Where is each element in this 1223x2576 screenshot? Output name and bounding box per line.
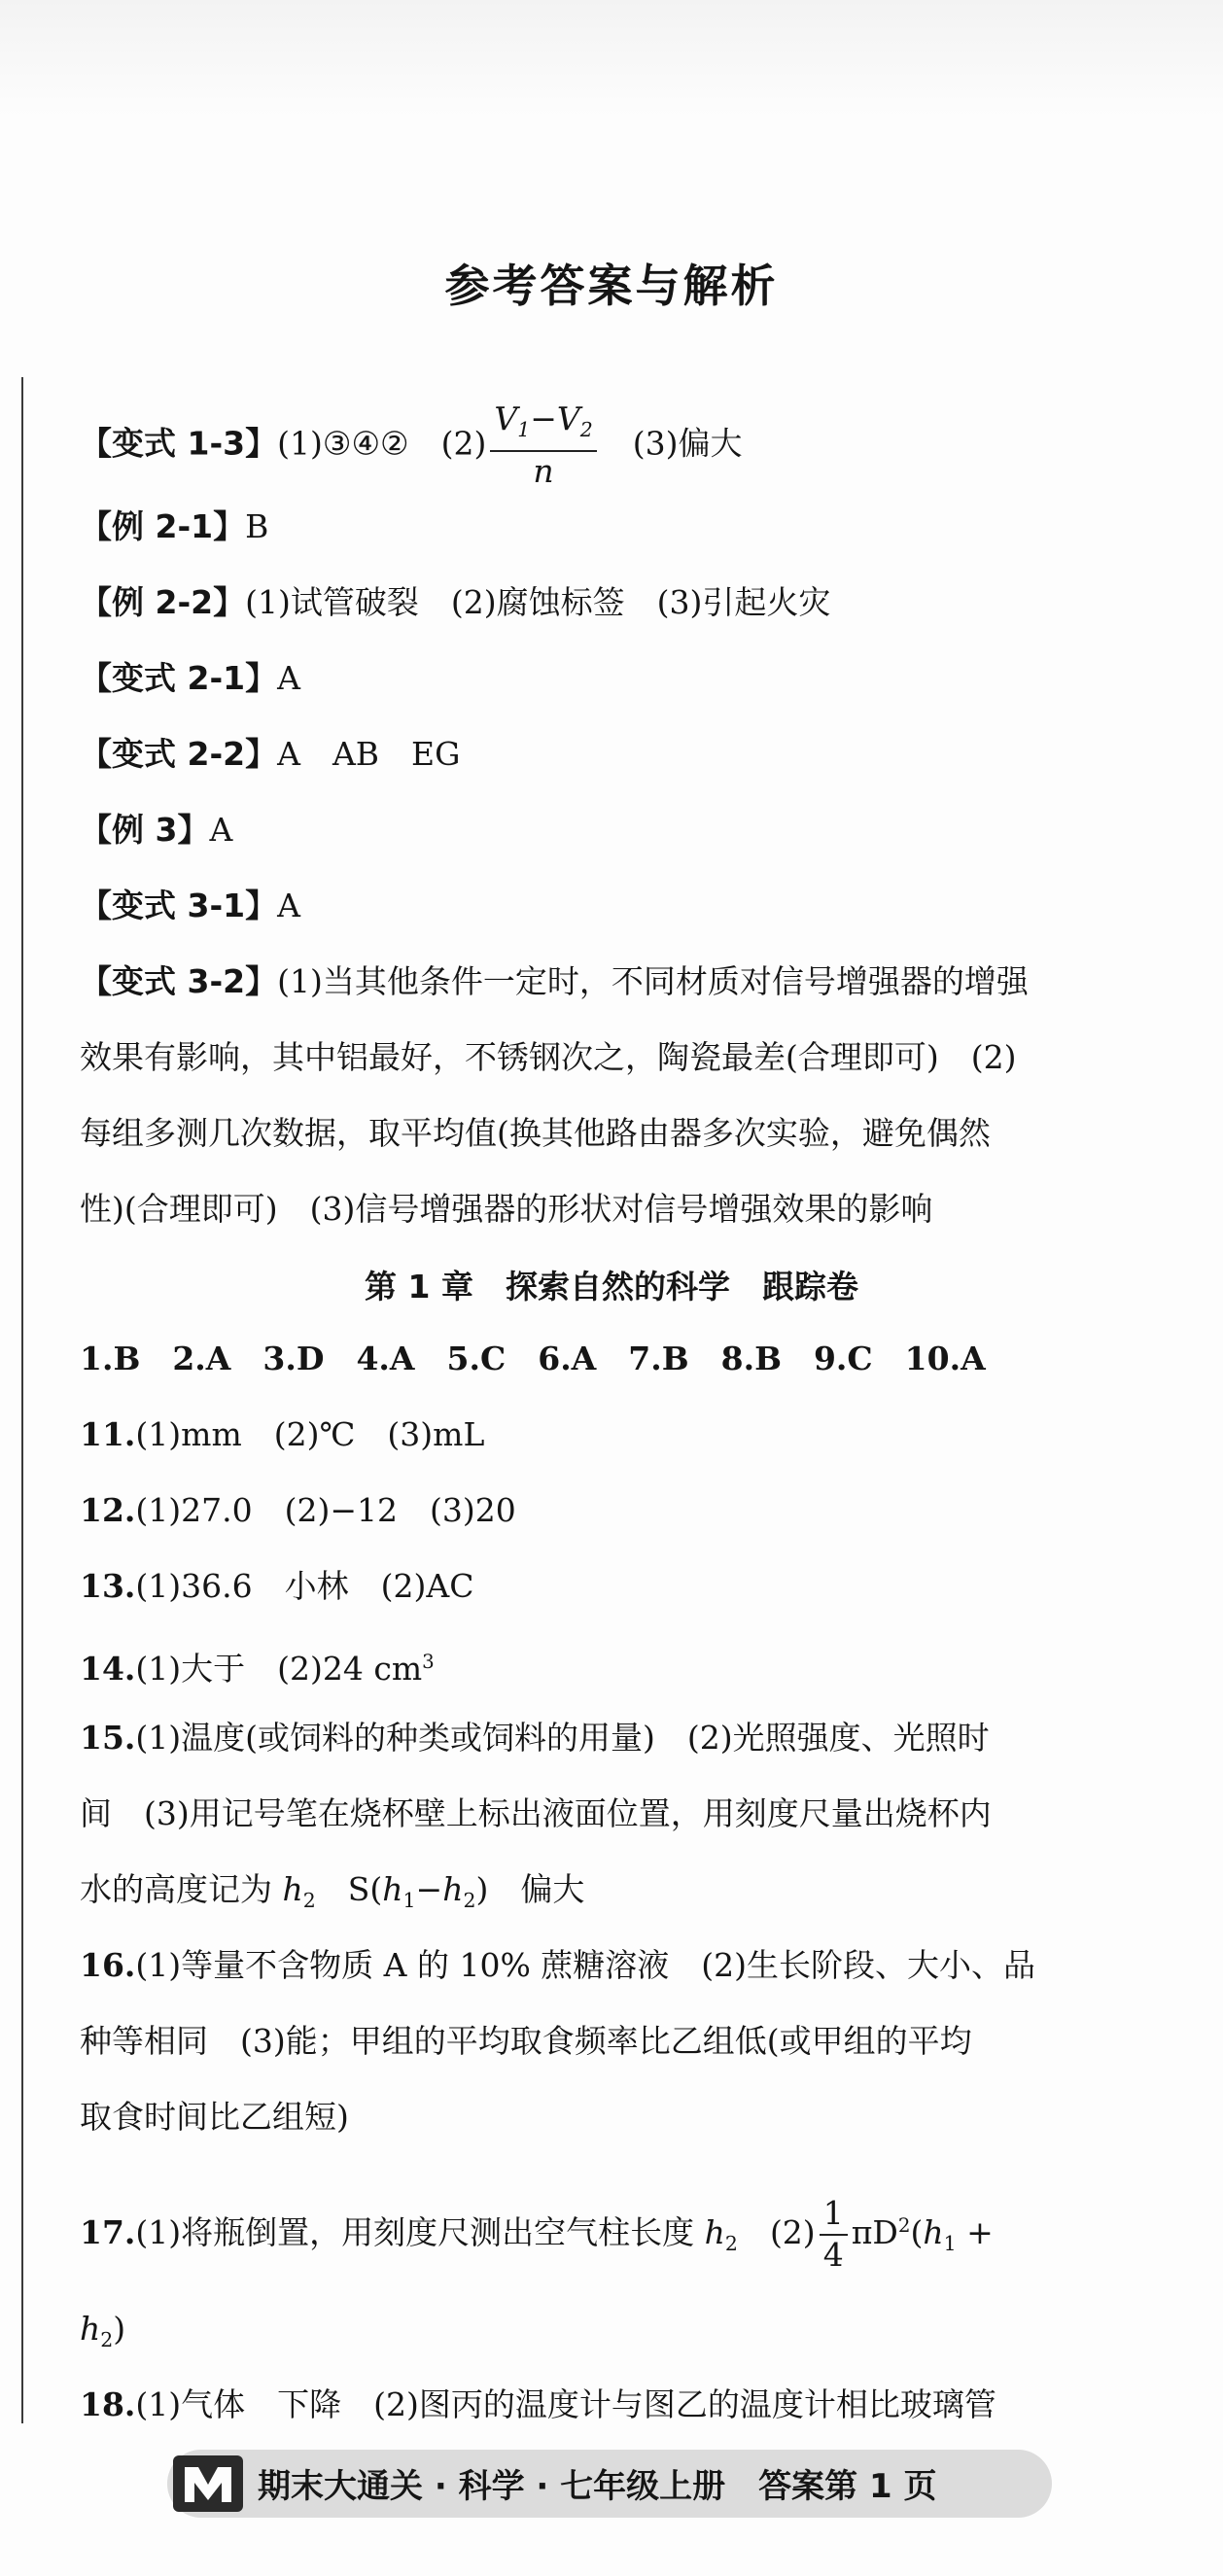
answer-16: 16.(1)等量不含物质 A 的 10% 蔗糖溶液 (2)生长阶段、大小、品: [80, 1946, 1036, 1984]
answer-variant-3-2: [80, 960, 1029, 1003]
text: (3)偏大: [600, 424, 743, 463]
tag: 【例 2-2】: [80, 583, 246, 621]
answer-12: 12.(1)27.0 (2)−12 (3)20: [80, 1491, 516, 1529]
answer-line: 取食时间比乙组短): [80, 2098, 349, 2136]
fraction: $\frac{V_1-V_2}{n}$: [490, 400, 596, 491]
answer-line: 水的高度记为 $h_2$ $S(h_1-h_2)$ 偏大: [80, 1870, 585, 1913]
answer-11: 11.(1)mm (2)℃ (3)mL: [80, 1415, 485, 1453]
footer-text: 期末大通关 · 科学 · 七年级上册 答案第 1 页: [258, 2467, 937, 2506]
answer-line: 间 (3)用记号笔在烧杯壁上标出液面位置，用刻度尺量出烧杯内: [80, 1794, 992, 1832]
answer-13: 13.(1)36.6 小林 (2)AC: [80, 1567, 474, 1605]
book-logo-icon: [171, 2452, 245, 2516]
answer-variant-3-1: [80, 885, 300, 927]
answer-line: 效果有影响，其中铝最好，不锈钢次之，陶瓷最差(合理即可) (2): [80, 1038, 1017, 1076]
answer-17: 17.(1)将瓶倒置，用刻度尺测出空气柱长度 $h_2$ (2) $\frac{1}{4}$ $\pi D^2(h_1$ +: [80, 2194, 994, 2274]
tag: 【变式 1-3】: [80, 424, 278, 463]
text: A: [277, 887, 300, 924]
answer-example-3: [80, 809, 232, 852]
left-rule: [21, 377, 23, 2423]
answer-18: 18.(1)气体 下降 (2)图丙的温度计与图乙的温度计相比玻璃管: [80, 2385, 996, 2423]
tag: 【例 2-1】: [80, 507, 246, 545]
chapter-heading: 第 1 章 探索自然的科学 跟踪卷: [365, 1268, 858, 1305]
text: (1)③④② (2): [277, 424, 487, 463]
answer-variant-1-3: [80, 400, 742, 491]
text: A: [209, 811, 233, 849]
answer-variant-2-2: [80, 733, 460, 776]
top-shade: [0, 0, 1223, 117]
page-title: 参考答案与解析: [444, 260, 779, 312]
text: A: [277, 659, 300, 697]
text: A AB EG: [277, 735, 461, 773]
fraction: $\frac{1}{4}$: [820, 2195, 848, 2275]
answer-line: 每组多测几次数据，取平均值(换其他路由器多次实验，避免偶然: [80, 1114, 991, 1152]
tag: 【变式 2-2】: [80, 735, 278, 773]
text: (1)当其他条件一定时，不同材质对信号增强器的增强: [277, 962, 1029, 1000]
answer-14: 14.(1)大于 (2)24 $cm^3$: [80, 1649, 435, 1688]
answer-line: 性)(合理即可) (3)信号增强器的形状对信号增强效果的影响: [80, 1190, 933, 1228]
text: (1)试管破裂 (2)腐蚀标签 (3)引起火灾: [245, 583, 831, 621]
answer-line: 种等相同 (3)能；甲组的平均取食频率比乙组低(或甲组的平均: [80, 2022, 972, 2060]
answer-example-2-1: [80, 505, 268, 548]
tag: 【变式 2-1】: [80, 659, 278, 697]
text: B: [245, 507, 269, 545]
answers-1-10: 1.B 2.A 3.D 4.A 5.C 6.A 7.B 8.B 9.C 10.A: [80, 1340, 986, 1377]
tag: 【变式 3-2】: [80, 962, 278, 1000]
answer-line: $h_2$): [80, 2310, 126, 2352]
answer-15: 15.(1)温度(或饲料的种类或饲料的用量) (2)光照强度、光照时: [80, 1719, 990, 1757]
tag: 【例 3】: [80, 811, 210, 849]
answer-variant-2-1: [80, 657, 300, 700]
tag: 【变式 3-1】: [80, 887, 278, 924]
answer-example-2-2: [80, 581, 830, 624]
